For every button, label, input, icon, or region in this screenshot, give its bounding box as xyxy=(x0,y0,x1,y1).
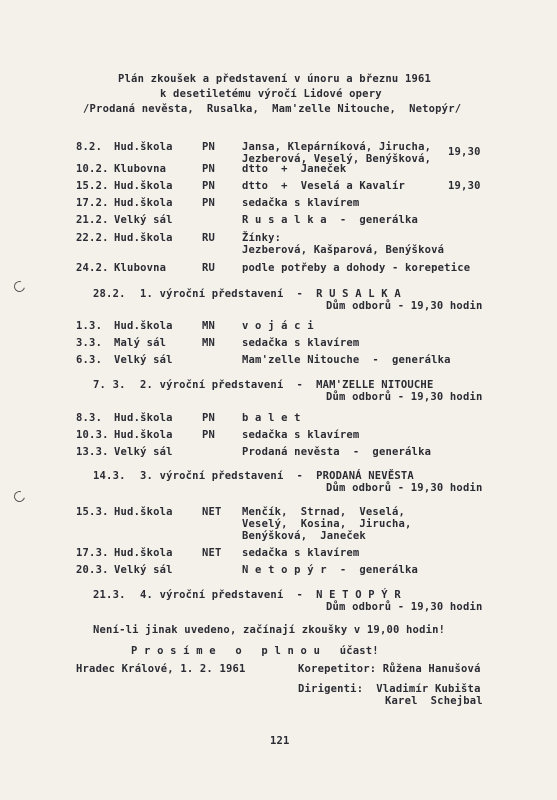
performance-venue: Dům odborů - 19,30 hodin xyxy=(326,300,483,312)
punch-hole xyxy=(12,279,27,294)
row-date: 17.3. xyxy=(76,547,109,559)
row-date: 22.2. xyxy=(76,232,109,244)
row-description: podle potřeby a dohody - korepetice xyxy=(242,262,471,274)
place-and-date: Hradec Králové, 1. 2. 1961 xyxy=(76,663,246,675)
row-place: Hud.škola xyxy=(114,412,173,424)
row-description: sedačka s klavírem xyxy=(242,197,360,209)
row-description: dtto + Veselá a Kavalír xyxy=(242,180,406,192)
row-opera-code: PN xyxy=(202,141,216,153)
row-date: 21.2. xyxy=(76,214,109,226)
row-date: 10.3. xyxy=(76,429,109,441)
header-line-2: k desetiletému výročí Lidové opery xyxy=(160,88,382,100)
row-place: Hud.škola xyxy=(114,197,173,209)
row-place: Velký sál xyxy=(114,214,173,226)
row-date: 1.3. xyxy=(76,320,103,332)
row-opera-code: PN xyxy=(202,163,216,175)
row-opera-code: MN xyxy=(202,320,216,332)
performance-title: 3. výroční představení - PRODANÁ NEVĚSTA xyxy=(140,470,414,482)
row-place: Hud.škola xyxy=(114,232,173,244)
dirigenti-second: Karel Schejbal xyxy=(385,695,483,707)
performance-date: 7. 3. xyxy=(93,379,126,391)
row-opera-code: NET xyxy=(202,547,222,559)
page-number: 121 xyxy=(270,735,290,747)
row-date: 3.3. xyxy=(76,337,103,349)
row-description: R u s a l k a - generálka xyxy=(242,214,419,226)
row-opera-code: PN xyxy=(202,197,216,209)
row-place: Hud.škola xyxy=(114,180,173,192)
row-description: b a l e t xyxy=(242,412,301,424)
header-line-1: Plán zkoušek a představení v únoru a březnu 1961 xyxy=(118,73,432,85)
row-description: sedačka s klavírem xyxy=(242,547,360,559)
punch-hole xyxy=(12,489,27,504)
row-description: Prodaná nevěsta - generálka xyxy=(242,446,432,458)
performance-venue: Dům odborů - 19,30 hodin xyxy=(326,482,483,494)
row-place: Klubovna xyxy=(114,163,167,175)
row-time: 19,30 xyxy=(448,146,481,158)
performance-title: 1. výroční představení - R U S A L K A xyxy=(140,288,401,300)
row-place: Hud.škola xyxy=(114,429,173,441)
row-date: 24.2. xyxy=(76,262,109,274)
row-opera-code: PN xyxy=(202,180,216,192)
performance-venue: Dům odborů - 19,30 hodin xyxy=(326,601,483,613)
row-date: 17.2. xyxy=(76,197,109,209)
row-description: Jansa, Klepárníková, Jirucha, xyxy=(242,141,432,153)
korepetitor: Korepetitor: Růžena Hanušová xyxy=(298,663,481,675)
row-opera-code: MN xyxy=(202,337,216,349)
performance-date: 14.3. xyxy=(93,470,126,482)
row-date: 15.2. xyxy=(76,180,109,192)
row-opera-code: RU xyxy=(202,262,216,274)
row-time: 19,30 xyxy=(448,180,481,192)
row-date: 10.2. xyxy=(76,163,109,175)
performance-title: 2. výroční představení - MAM'ZELLE NITOUCHE xyxy=(140,379,434,391)
performance-venue: Dům odborů - 19,30 hodin xyxy=(326,391,483,403)
row-date: 13.3. xyxy=(76,446,109,458)
row-opera-code: RU xyxy=(202,232,216,244)
row-place: Hud.škola xyxy=(114,547,173,559)
row-description: dtto + Janeček xyxy=(242,163,347,175)
row-place: Klubovna xyxy=(114,262,167,274)
row-description: Žínky: xyxy=(242,232,282,244)
row-place: Hud.škola xyxy=(114,320,173,332)
row-description: sedačka s klavírem xyxy=(242,429,360,441)
performance-date: 28.2. xyxy=(93,288,126,300)
row-opera-code: PN xyxy=(202,429,216,441)
row-place: Hud.škola xyxy=(114,141,173,153)
performance-date: 21.3. xyxy=(93,589,126,601)
row-date: 15.3. xyxy=(76,506,109,518)
row-description: sedačka s klavírem xyxy=(242,337,360,349)
row-place: Malý sál xyxy=(114,337,167,349)
row-place: Hud.škola xyxy=(114,506,173,518)
row-date: 20.3. xyxy=(76,564,109,576)
row-opera-code: NET xyxy=(202,506,222,518)
row-description: N e t o p ý r - generálka xyxy=(242,564,419,576)
start-time-note: Není-li jinak uvedeno, začínají zkoušky v 19,00 hodin! xyxy=(93,624,446,636)
row-description: Veselý, Kosina, Jirucha, xyxy=(242,518,412,530)
row-description: Benýšková, Janeček xyxy=(242,530,366,542)
performance-title: 4. výroční představení - N E T O P Ý R xyxy=(140,589,401,601)
dirigenti: Dirigenti: Vladimír Kubišta xyxy=(298,683,481,695)
row-date: 8.3. xyxy=(76,412,103,424)
row-place: Velký sál xyxy=(114,354,173,366)
row-description: Jezberová, Kašparová, Benýšková xyxy=(242,244,445,256)
row-description: Mam'zelle Nitouche - generálka xyxy=(242,354,451,366)
row-date: 8.2. xyxy=(76,141,103,153)
row-description: Jezberová, Veselý, Benýšková, xyxy=(242,153,432,165)
attendance-plea: P r o s í m e o p l n o u účast! xyxy=(131,645,379,657)
row-place: Velký sál xyxy=(114,446,173,458)
row-place: Velký sál xyxy=(114,564,173,576)
row-date: 6.3. xyxy=(76,354,103,366)
header-line-3: /Prodaná nevěsta, Rusalka, Mam'zelle Nitouche, Netopýr/ xyxy=(83,103,462,115)
row-description: v o j á c i xyxy=(242,320,314,332)
row-opera-code: PN xyxy=(202,412,216,424)
row-description: Menčík, Strnad, Veselá, xyxy=(242,506,406,518)
